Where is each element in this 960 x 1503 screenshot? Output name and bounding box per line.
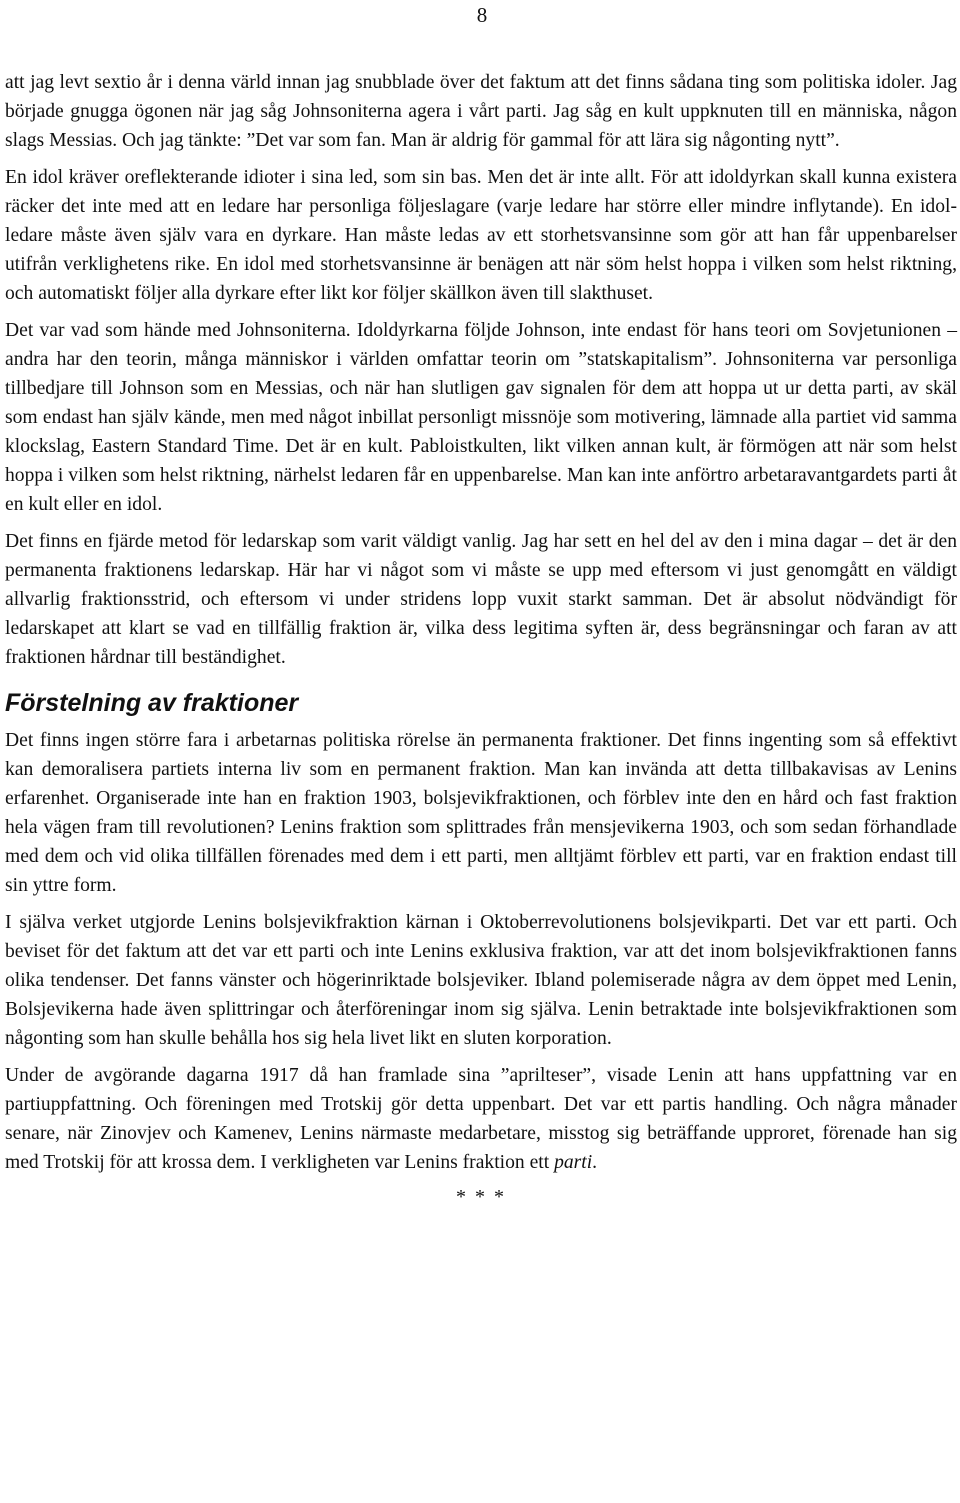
paragraph-2: En idol kräver oreflekterande idioter i sina led, som sin bas. Men det är inte allt. För att idoldyrkan skall kunna existera räcker det inte med att en ledare har personliga följeslagare (varje ledare har större eller mindre inflytande). En idol-ledare måste även själv vara en dyrkare. Han måste ledas av ett storhetsvansinne som gör att han får uppenbarelser utifrån verklighetens rike. En idol med storhetsvansinne är benägen att när söm helst hoppa i vilken som helst riktning, och automatiskt följer alla dyrkare efter likt kor följer skällkon även till slakthuset.	[5, 167, 957, 304]
paragraph-5: Det finns ingen större fara i arbetarnas politiska rörelse än permanenta fraktioner. Det finns ingenting som så effektivt kan demoralisera partiets interna liv som en permanent fraktion. Man kan invända att detta tillbakavisas av Lenins erfarenhet. Organiserade inte han en fraktion 1903, bolsjevikfraktionen, och förblev inte den en hård och fast fraktion hela vägen fram till revolutionen? Lenins fraktion som splittrades från mensjevikerna 1903, och som sedan förhandlade med dem och vid olika tillfällen förenades med dem i ett parti, men alltjämt förblev ett parti, var en fraktion endast till sin yttre form.	[5, 730, 957, 896]
section-separator: * * *	[456, 1186, 506, 1208]
paragraph-3: Det var vad som hände med Johnsoniterna. Idoldyrkarna följde Johnson, inte endast för hans teori om Sovjetunionen – andra har den teorin, många människor i världen omfattar teorin om ”statskapitalism”. Johnsoniterna var personliga tillbedjare till Johnson som en Messias, och när han slutligen gav signalen för dem att hoppa ut ur detta parti, av skäl som endast han själv kände, men med något inbillat personligt missnöje som motivering, lämnade alla partiet vid samma klockslag, Eastern Standard Time. Det är en kult. Pabloistkulten, likt vilken annan kult, är förmögen att när som helst hoppa i vilken som helst riktning, närhelst ledaren får en uppenbarelse. Man kan inte anförtro arbetaravantgardets parti åt en kult eller en idol.	[5, 320, 957, 515]
paragraph-7-end: .	[592, 1152, 598, 1173]
paragraph-1: att jag levt sextio år i denna värld innan jag snubblade över det faktum att det finns sådana ting som politiska idoler. Jag började gnugga ögonen när jag såg Johnsoniterna agera i vårt parti. Jag såg en kult uppknuten till en människa, någon slags Messias. Och jag tänkte: ”Det var som fan. Man är aldrig för gammal för att lära sig någonting nytt”.	[5, 72, 957, 151]
page-number: 8	[476, 3, 488, 27]
body-text	[5, 68, 957, 1209]
paragraph-6: I själva verket utgjorde Lenins bolsjevikfraktion kärnan i Oktoberrevolutionens bolsjevikparti. Det var ett parti. Och beviset för det faktum att det var ett parti och inte Lenins exklusiva fraktion, var att det inom bolsjevikfraktionen fanns olika tendenser. Det fanns vänster och högerinriktade bolsjeviker. Ibland polemiserade några av dem öppet med Lenin, Bolsjevikerna hade även splittringar och återföreningar inom sig själva. Lenin betraktade inte bolsjevikfraktionen som någonting som han skulle behålla hos sig hela livet likt en sluten korporation.	[5, 912, 957, 1049]
paragraph-4: Det finns en fjärde metod för ledarskap som varit väldigt vanlig. Jag har sett en hel del av den i mina dagar – det är den permanenta fraktionens ledarskap. Här har vi något som vi måste se upp med eftersom vi just genomgått en väldigt allvarlig fraktionsstrid, och eftersom vi under stridens lopp vuxit starkt samman. Det är absolut nödvändigt för ledarskapet att klart se vad en tillfällig fraktion är, vilka dess legitima syften är, dess begränsningar och faran av att fraktionen hårdnar till beständighet.	[5, 531, 957, 668]
section-heading: Förstelning av fraktioner	[5, 689, 299, 717]
paragraph-7	[5, 1061, 957, 1177]
emphasized-word: parti	[554, 1152, 593, 1173]
paragraph-7-text: Under de avgörande dagarna 1917 då han framlade sina ”aprilteser”, visade Lenin att hans uppfattning var en partiuppfattning. Och föreningen med Trotskij gör detta uppenbart. Det var ett partis handling. Och några månader senare, när Zinovjev och Kamenev, Lenins närmaste medarbetare, misstog sig beträffande upproret, förenade han sig med Trotskij för att krossa dem. I verkligheten var Lenins fraktion ett	[5, 1065, 957, 1173]
